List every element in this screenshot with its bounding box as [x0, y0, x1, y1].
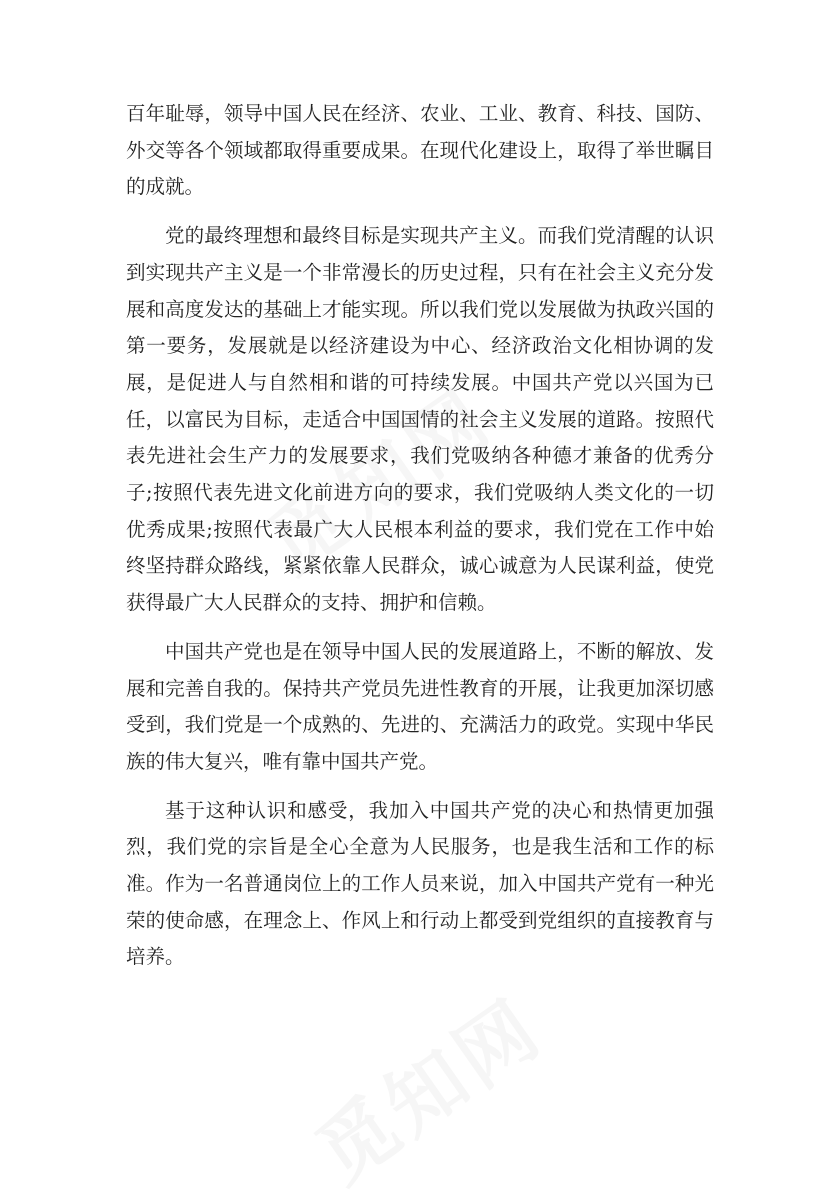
paragraph-2: 党的最终理想和最终目标是实现共产主义。而我们党清醒的认识到实现共产主义是一个非常漫长的历史过程，只有在社会主义充分发展和高度发达的基础上才能实现。所以我们党以发展做为执政兴国的第一要务，发展就是以经济建设为中心、经济政治文化相协调的发展，是促进人与自然相和谐的可持续发展。中国共产党以兴国为已任，以富民为目标，走适合中国国情的社会主义发展的道路。按照代表先进社会生产力的发展要求，我们党吸纳各种德才兼备的优秀分子;按照代表先进文化前进方向的要求，我们党吸纳人类文化的一切优秀成果;按照代表最广大人民根本利益的要求，我们党在工作中始终坚持群众路线，紧紧依靠人民群众，诚心诚意为人民谋利益，使党获得最广大人民群众的支持、拥护和信赖。	[126, 224, 714, 615]
paragraph-1: 百年耻辱，领导中国人民在经济、农业、工业、教育、科技、国防、外交等各个领域都取得重要成果。在现代化建设上，取得了举世瞩目的成就。	[126, 102, 714, 199]
paragraph-4: 基于这种认识和感受，我加入中国共产党的决心和热情更加强烈，我们党的宗旨是全心全意为人民服务，也是我生活和工作的标准。作为一名普通岗位上的工作人员来说，加入中国共产党有一种光荣的使命感，在理念上、作风上和行动上都受到党组织的直接教育与培养。	[126, 798, 714, 969]
paragraph-3: 中国共产党也是在领导中国人民的发展道路上，不断的解放、发展和完善自我的。保持共产党员先进性教育的开展，让我更加深切感受到，我们党是一个成熟的、先进的、充满活力的政党。实现中华民族的伟大复兴，唯有靠中国共产党。	[126, 639, 714, 773]
document-body	[126, 96, 714, 988]
watermark	[291, 968, 562, 1204]
